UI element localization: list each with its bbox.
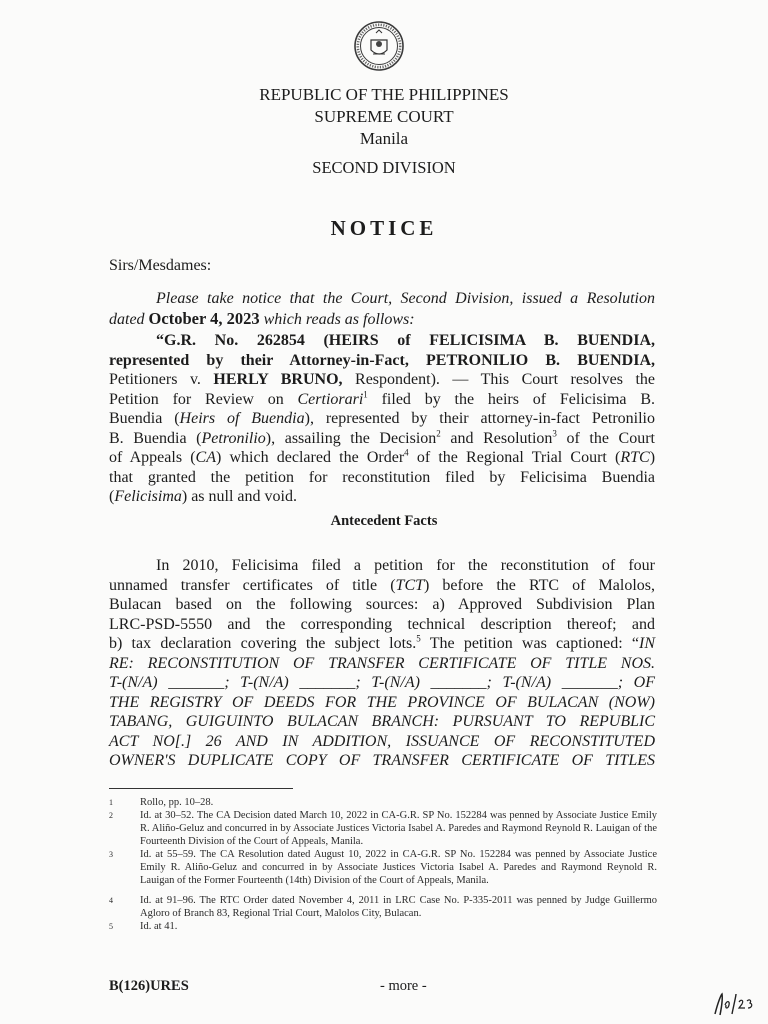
footnote-number: 2 — [109, 811, 113, 820]
facts-l5c: IN — [639, 635, 656, 652]
caption-represented-line: represented by their Attorney-in-Fact, PETRONILIO B. BUENDIA, — [109, 351, 655, 369]
intro-dated: dated — [109, 310, 149, 328]
caption-l7d: of the Regional Trial Court ( — [408, 449, 621, 466]
caption-l6c: ), assailing the Decision — [265, 429, 437, 447]
caption-rtc: RTC — [620, 449, 650, 466]
case-caption-paragraph — [109, 331, 655, 507]
footnote-ref-3: 3 — [552, 428, 557, 439]
section-heading: Antecedent Facts — [330, 513, 438, 529]
footnote — [109, 894, 657, 920]
supreme-court-seal-icon — [353, 20, 405, 72]
footnote-text: Rollo, pp. 10–28. — [140, 797, 214, 808]
footnote-number: 1 — [109, 798, 113, 807]
footnote-text: Id. at 30–52. The CA Decision dated March 10, 2022 in CA-G.R. SP No. 152284 was penned by Associate Justice Emily R. Aliño-Geluz and concurred in by Associate Justices Victoria Isabel A. Paredes and Raymond Reynold R. Lauigan of the Fourteenth Division of the Court of Appeals, Manila. — [140, 810, 657, 847]
footnote — [109, 796, 657, 809]
salutation: Sirs/Mesdames: — [109, 257, 212, 274]
caption-l9a: ( — [109, 488, 115, 505]
footnote-divider — [109, 788, 293, 789]
footnote-text: Id. at 91–96. The RTC Order dated November 4, 2011 in LRC Case No. P-335-2011 was penned by Judge Guillermo Agloro of Branch 83, Regional Trial Court, Malolos City, Bulacan. — [140, 895, 657, 919]
footnote-number: 5 — [109, 922, 113, 931]
caption-certiorari: Certiorari — [297, 390, 364, 408]
footnote-ref-2: 2 — [436, 428, 441, 439]
footnote-ref-4: 4 — [404, 447, 409, 458]
facts-line-7: T-(N/A) _______; T-(N/A) _______; T-(N/A) _______; T-(N/A) _______; OF — [109, 674, 655, 691]
caption-l6e: of the Court — [556, 429, 655, 447]
antecedent-facts-paragraph — [109, 556, 655, 771]
footnote — [109, 809, 657, 848]
header-city: Manila — [359, 129, 409, 148]
facts-line-8: THE REGISTRY OF DEEDS FOR THE PROVINCE OF BULACAN (NOW) — [109, 693, 655, 711]
division-name: SECOND DIVISION — [312, 158, 456, 177]
header-republic: REPUBLIC OF THE PHILIPPINES — [259, 85, 509, 104]
facts-l2a: unnamed transfer certificates of title ( — [109, 576, 396, 594]
caption-l7f: ) — [649, 449, 656, 466]
caption-petitioners: Petitioners v. — [109, 371, 214, 388]
facts-line-4: LRC-PSD-5550 and the corresponding technical description thereof; and — [109, 615, 655, 633]
footnote — [109, 920, 657, 933]
case-number-line: “G.R. No. 262854 (HEIRS of FELICISIMA B. BUENDIA, — [156, 332, 655, 349]
facts-line-3: Bulacan based on the following sources: a) Approved Subdivision Plan — [109, 596, 655, 613]
facts-line-10: ACT NO[.] 26 AND IN ADDITION, ISSUANCE OF RECONSTITUTED — [109, 732, 655, 750]
caption-l7a: of Appeals ( — [109, 449, 196, 466]
intro-line-1: Please take notice that the Court, Second Division, issued a Resolution — [156, 290, 655, 307]
caption-felicisima: Felicisima — [114, 488, 182, 505]
facts-tct: TCT — [395, 576, 425, 594]
footnote-text: Id. at 41. — [140, 921, 178, 932]
handwritten-initials-icon — [712, 990, 756, 1018]
footnote-ref-5: 5 — [416, 633, 421, 644]
caption-l4c: filed by the heirs of Felicisima B. — [367, 390, 655, 408]
footnote-text: Id. at 55–59. The CA Resolution dated August 10, 2022 in CA-G.R. SP No. 152284 was penned by Associate Justice Emily R. Aliño-Geluz and concurred in by Associate Justices Victoria Isabel A. Paredes and Raymond Reynold R. Lauigan of the Former Fourteenth (14th) Division of the Court of Appeals, Manila. — [140, 849, 657, 886]
facts-l5a: b) tax declaration covering the subject lots. — [109, 635, 417, 652]
footnote-ref-1: 1 — [363, 389, 368, 400]
intro-paragraph — [109, 289, 655, 329]
facts-line-11: OWNER'S DUPLICATE COPY OF TRANSFER CERTIFICATE OF TITLES — [109, 752, 655, 769]
caption-l4a: Petition for Review on — [109, 390, 298, 408]
footnote — [109, 848, 657, 887]
caption-l9c: ) as null and void. — [181, 488, 297, 505]
caption-line-8: that granted the petition for reconstitution filed by Felicisima Buendia — [109, 468, 655, 486]
resolution-date: October 4, 2023 — [148, 308, 260, 328]
document-code: B(126)URES — [109, 978, 189, 994]
facts-l5b: The petition was captioned: “ — [420, 635, 640, 652]
caption-l6d: and Resolution — [440, 429, 553, 447]
respondent-name: HERLY BRUNO, — [213, 371, 343, 388]
caption-ca: CA — [195, 449, 216, 466]
caption-resolves: Respondent). — This Court resolves the — [342, 371, 655, 388]
footnote-number: 3 — [109, 850, 113, 859]
intro-reads-as-follows: which reads as follows: — [259, 310, 415, 328]
facts-line-6: RE: RECONSTITUTION OF TRANSFER CERTIFICATE OF TITLE NOS. — [109, 654, 655, 672]
caption-l5c: ), represented by their attorney-in-fact Petronilio — [304, 410, 655, 427]
caption-petronilio: Petronilio — [201, 429, 266, 447]
facts-line-1: In 2010, Felicisima filed a petition for the reconstitution of four — [156, 557, 655, 574]
notice-title: NOTICE — [330, 216, 438, 240]
caption-heirs: Heirs of Buendia — [179, 410, 305, 427]
facts-line-9: TABANG, GUIGUINTO BULACAN BRANCH: PURSUANT TO REPUBLIC — [109, 713, 655, 730]
caption-l5a: Buendia ( — [109, 410, 180, 427]
header-supreme-court: SUPREME COURT — [314, 107, 454, 126]
court-header — [0, 84, 768, 150]
facts-l2c: ) before the RTC of Malolos, — [424, 576, 656, 594]
more-indicator: - more - — [380, 978, 427, 994]
caption-l6a: B. Buendia ( — [109, 429, 202, 447]
footnote-number: 4 — [109, 896, 113, 905]
caption-l7c: ) which declared the Order — [216, 449, 405, 466]
